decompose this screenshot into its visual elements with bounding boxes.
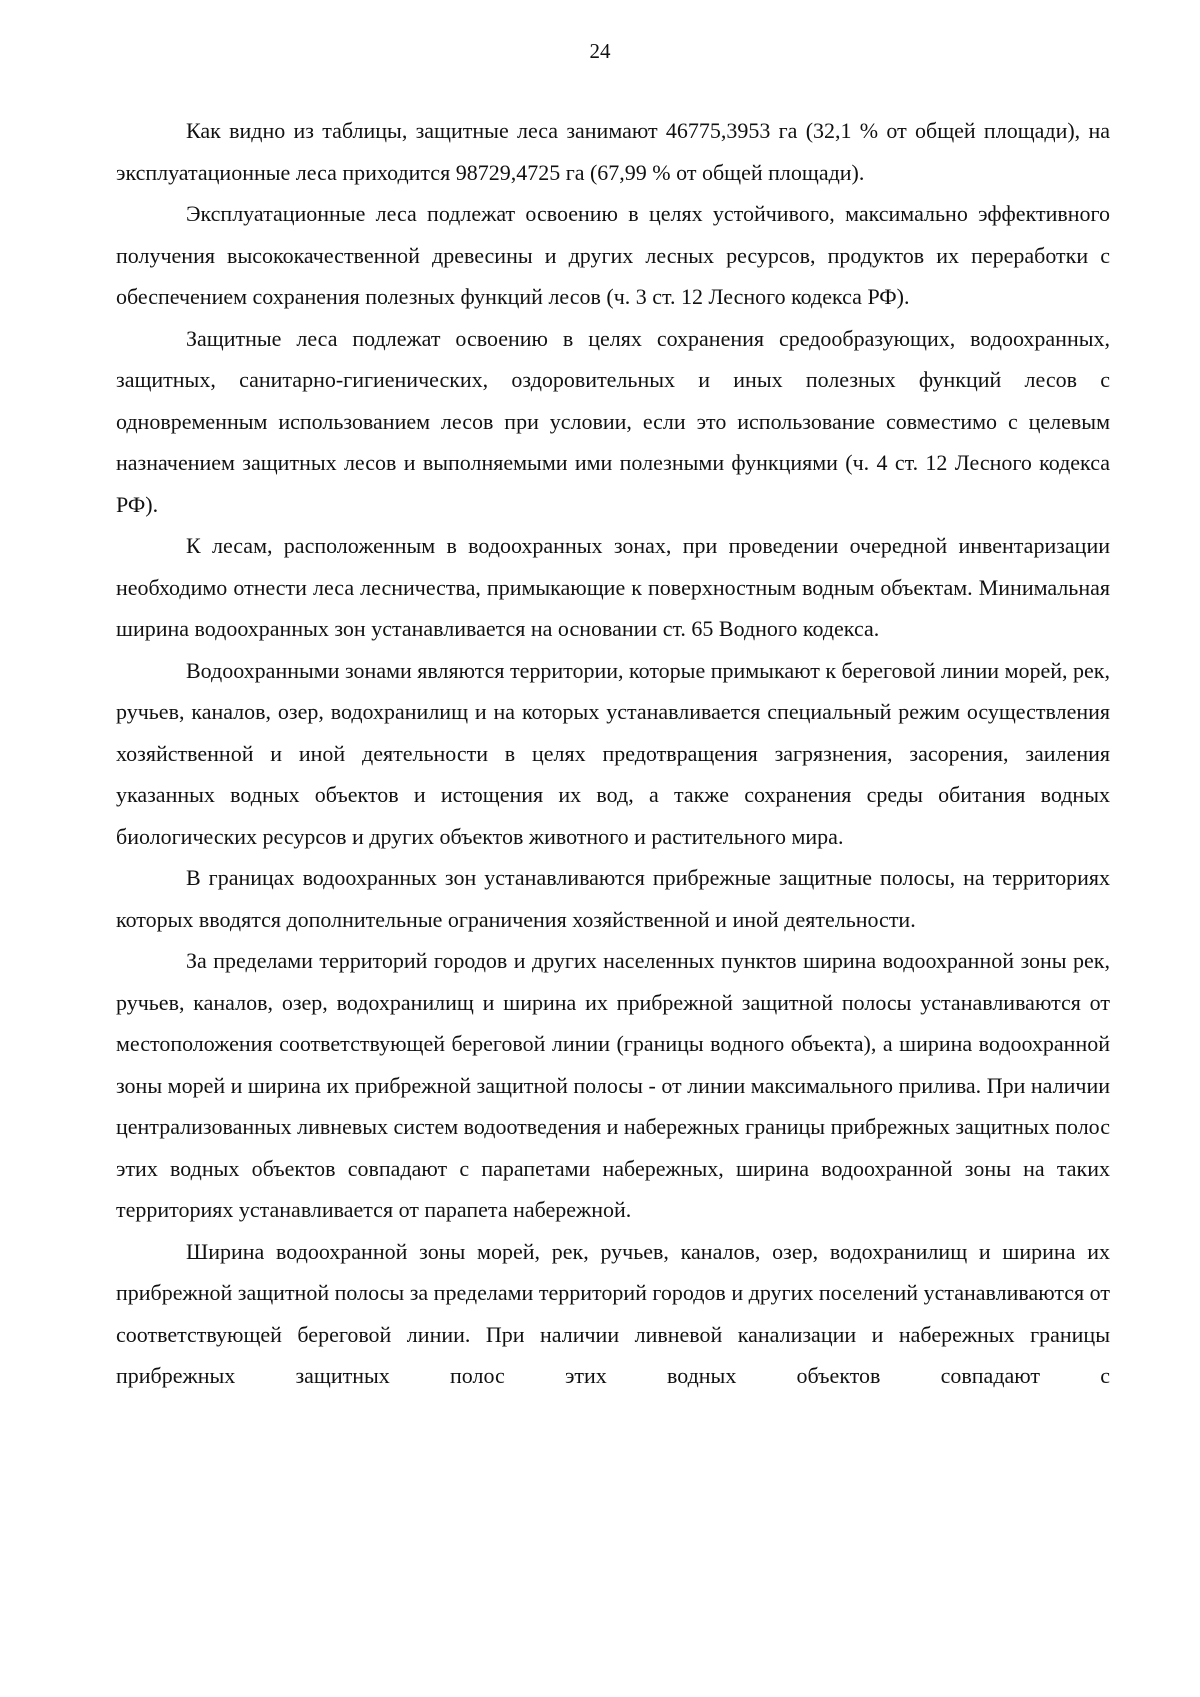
paragraph: Эксплуатационные леса подлежат освоению в целях устойчивого, максимально эффективного получения высококачественной древесины и других лесных ресурсов, продуктов их переработки с обеспечением сохранения полезных функций лесов (ч. 3 ст. 12 Лесного кодекса РФ). (116, 201, 1110, 309)
page-number: 24 (589, 39, 611, 63)
paragraph: В границах водоохранных зон устанавливаются прибрежные защитные полосы, на территориях которых вводятся дополнительные ограничения хозяйственной и иной деятельности. (116, 865, 1110, 932)
paragraph: Защитные леса подлежат освоению в целях сохранения средообразующих, водоохранных, защитных, санитарно-гигиенических, оздоровительных и иных полезных функций лесов с одновременным использованием лесов при условии, если это использование совместимо с целевым назначением защитных лесов и выполняемыми ими полезными функциями (ч. 4 ст. 12 Лесного кодекса РФ). (116, 325, 1110, 517)
paragraph: К лесам, расположенным в водоохранных зонах, при проведении очередной инвентаризации необходимо отнести леса лесничества, примыкающие к поверхностным водным объектам. Минимальная ширина водоохранных зон устанавливается на основании ст. 65 Водного кодекса. (116, 533, 1110, 641)
paragraph: За пределами территорий городов и других населенных пунктов ширина водоохранной зоны рек, ручьев, каналов, озер, водохранилищ и ширина их прибрежной защитной полосы устанавливаются от местоположения соответствующей береговой линии (границы водного объекта), а ширина водоохранной зоны морей и ширина их прибрежной защитной полосы - от линии максимального прилива. При наличии централизованных ливневых систем водоотведения и набережных границы прибрежных защитных полос этих водных объектов совпадают с парапетами набережных, ширина водоохранной зоны на таких территориях устанавливается от парапета набережной. (116, 948, 1110, 1222)
paragraph: Водоохранными зонами являются территории, которые примыкают к береговой линии морей, рек, ручьев, каналов, озер, водохранилищ и на которых устанавливается специальный режим осуществления хозяйственной и иной деятельности в целях предотвращения загрязнения, засорения, заиления указанных водных объектов и истощения их вод, а также сохранения среды обитания водных биологических ресурсов и других объектов животного и растительного мира. (116, 657, 1110, 849)
document-body (116, 110, 1110, 1397)
paragraph: Как видно из таблицы, защитные леса занимают 46775,3953 га (32,1 % от общей площади), на эксплуатационные леса приходится 98729,4725 га (67,99 % от общей площади). (116, 118, 1110, 185)
paragraph: Ширина водоохранной зоны морей, рек, ручьев, каналов, озер, водохранилищ и ширина их прибрежной защитной полосы за пределами территорий городов и других поселений устанавливаются от соответствующей береговой линии. При наличии ливневой канализации и набережных границы прибрежных защитных полос этих водных объектов совпадают с (116, 1238, 1110, 1388)
